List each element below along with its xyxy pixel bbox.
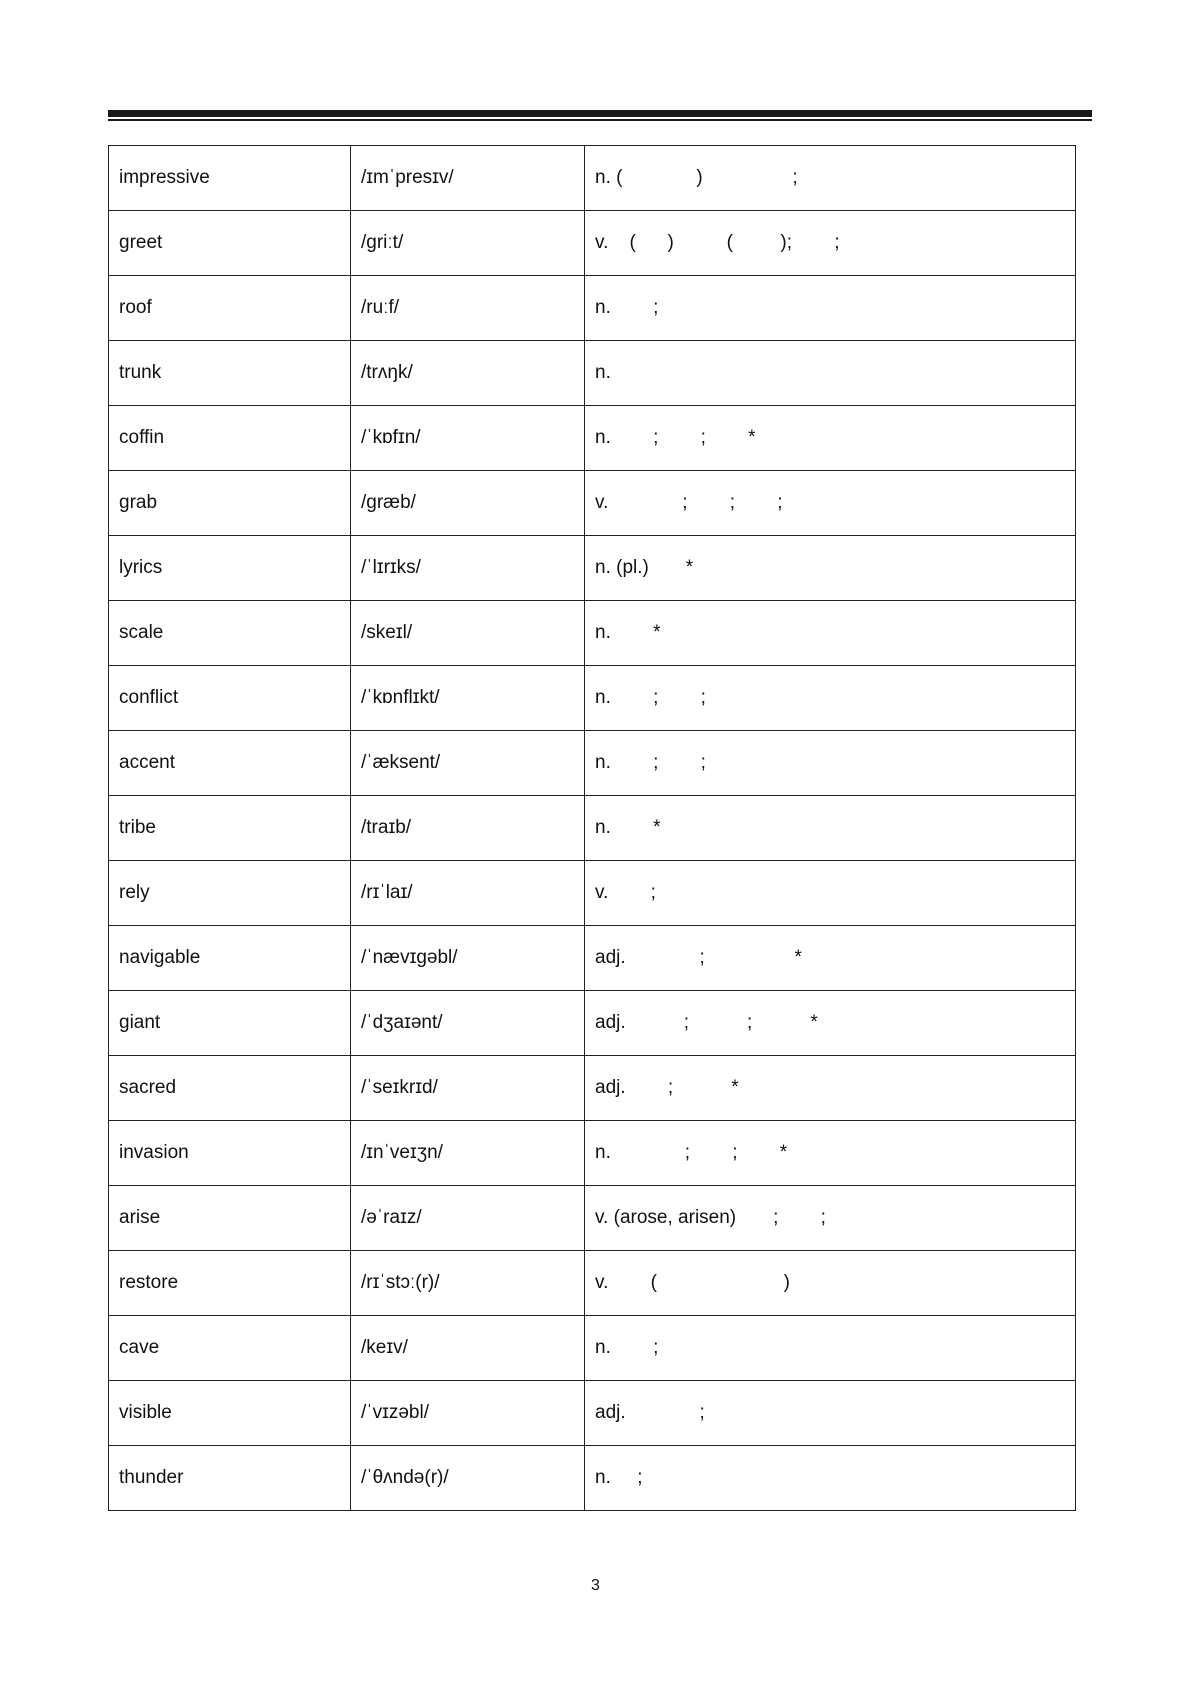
pronunciation-cell: /trʌŋk/	[351, 341, 585, 406]
table-row	[109, 666, 1076, 731]
pronunciation-cell: /rɪˈstɔː(r)/	[351, 1251, 585, 1316]
definition-cell: v. (arose, arisen) ; ;	[585, 1186, 1076, 1251]
pronunciation-cell: /ruːf/	[351, 276, 585, 341]
table-row	[109, 1251, 1076, 1316]
page-number: 3	[591, 1577, 600, 1594]
word-cell: greet	[109, 211, 351, 276]
definition-cell: n. ;	[585, 276, 1076, 341]
header-rule-thin	[108, 119, 1092, 121]
pronunciation-cell: /ɪnˈveɪʒn/	[351, 1121, 585, 1186]
word-cell: rely	[109, 861, 351, 926]
pronunciation-cell: /əˈraɪz/	[351, 1186, 585, 1251]
table-row	[109, 276, 1076, 341]
word-cell: lyrics	[109, 536, 351, 601]
table-row	[109, 146, 1076, 211]
word-cell: cave	[109, 1316, 351, 1381]
vocabulary-table-body	[109, 146, 1076, 1511]
table-row	[109, 1186, 1076, 1251]
table-row	[109, 1446, 1076, 1511]
header-rule-thick	[108, 110, 1092, 117]
pronunciation-cell: /ˈæksent/	[351, 731, 585, 796]
pronunciation-cell: /ˈnævɪɡəbl/	[351, 926, 585, 991]
pronunciation-cell: /keɪv/	[351, 1316, 585, 1381]
definition-cell: adj. ; *	[585, 926, 1076, 991]
definition-cell: n. ( ) ;	[585, 146, 1076, 211]
table-row	[109, 1316, 1076, 1381]
word-cell: coffin	[109, 406, 351, 471]
vocabulary-table	[108, 145, 1076, 1511]
definition-cell: n. *	[585, 601, 1076, 666]
word-cell: roof	[109, 276, 351, 341]
word-cell: invasion	[109, 1121, 351, 1186]
pronunciation-cell: /ˈkɒnflɪkt/	[351, 666, 585, 731]
pronunciation-cell: /ˈdʒaɪənt/	[351, 991, 585, 1056]
table-row	[109, 1056, 1076, 1121]
pronunciation-cell: /traɪb/	[351, 796, 585, 861]
definition-cell: n. *	[585, 796, 1076, 861]
table-row	[109, 471, 1076, 536]
pronunciation-cell: /skeɪl/	[351, 601, 585, 666]
table-row	[109, 1121, 1076, 1186]
definition-cell: v. ( )	[585, 1251, 1076, 1316]
word-cell: giant	[109, 991, 351, 1056]
word-cell: scale	[109, 601, 351, 666]
table-row	[109, 991, 1076, 1056]
definition-cell: n. ;	[585, 1446, 1076, 1511]
definition-cell: n. ; ; *	[585, 1121, 1076, 1186]
definition-cell: adj. ;	[585, 1381, 1076, 1446]
pronunciation-cell: /ɡræb/	[351, 471, 585, 536]
word-cell: arise	[109, 1186, 351, 1251]
pronunciation-cell: /ɪmˈpresɪv/	[351, 146, 585, 211]
definition-cell: n. ;	[585, 1316, 1076, 1381]
word-cell: conflict	[109, 666, 351, 731]
word-cell: tribe	[109, 796, 351, 861]
word-cell: visible	[109, 1381, 351, 1446]
definition-cell: adj. ; ; *	[585, 991, 1076, 1056]
word-cell: restore	[109, 1251, 351, 1316]
definition-cell: n. (pl.) *	[585, 536, 1076, 601]
definition-cell: v. ( ) ( ); ;	[585, 211, 1076, 276]
pronunciation-cell: /rɪˈlaɪ/	[351, 861, 585, 926]
header-rule	[108, 110, 1092, 122]
pronunciation-cell: /ˈvɪzəbl/	[351, 1381, 585, 1446]
definition-cell: n. ; ;	[585, 666, 1076, 731]
table-row	[109, 601, 1076, 666]
table-row	[109, 796, 1076, 861]
word-cell: navigable	[109, 926, 351, 991]
table-row	[109, 536, 1076, 601]
table-row	[109, 861, 1076, 926]
word-cell: impressive	[109, 146, 351, 211]
definition-cell: n.	[585, 341, 1076, 406]
word-cell: accent	[109, 731, 351, 796]
pronunciation-cell: /ˈθʌndə(r)/	[351, 1446, 585, 1511]
table-row	[109, 1381, 1076, 1446]
pronunciation-cell: /ɡriːt/	[351, 211, 585, 276]
definition-cell: v. ; ; ;	[585, 471, 1076, 536]
definition-cell: n. ; ; *	[585, 406, 1076, 471]
definition-cell: n. ; ;	[585, 731, 1076, 796]
definition-cell: v. ;	[585, 861, 1076, 926]
table-row	[109, 341, 1076, 406]
word-cell: sacred	[109, 1056, 351, 1121]
word-cell: trunk	[109, 341, 351, 406]
table-row	[109, 406, 1076, 471]
word-cell: thunder	[109, 1446, 351, 1511]
table-row	[109, 211, 1076, 276]
pronunciation-cell: /ˈseɪkrɪd/	[351, 1056, 585, 1121]
pronunciation-cell: /ˈlɪrɪks/	[351, 536, 585, 601]
table-row	[109, 731, 1076, 796]
table-row	[109, 926, 1076, 991]
word-cell: grab	[109, 471, 351, 536]
pronunciation-cell: /ˈkɒfɪn/	[351, 406, 585, 471]
definition-cell: adj. ; *	[585, 1056, 1076, 1121]
